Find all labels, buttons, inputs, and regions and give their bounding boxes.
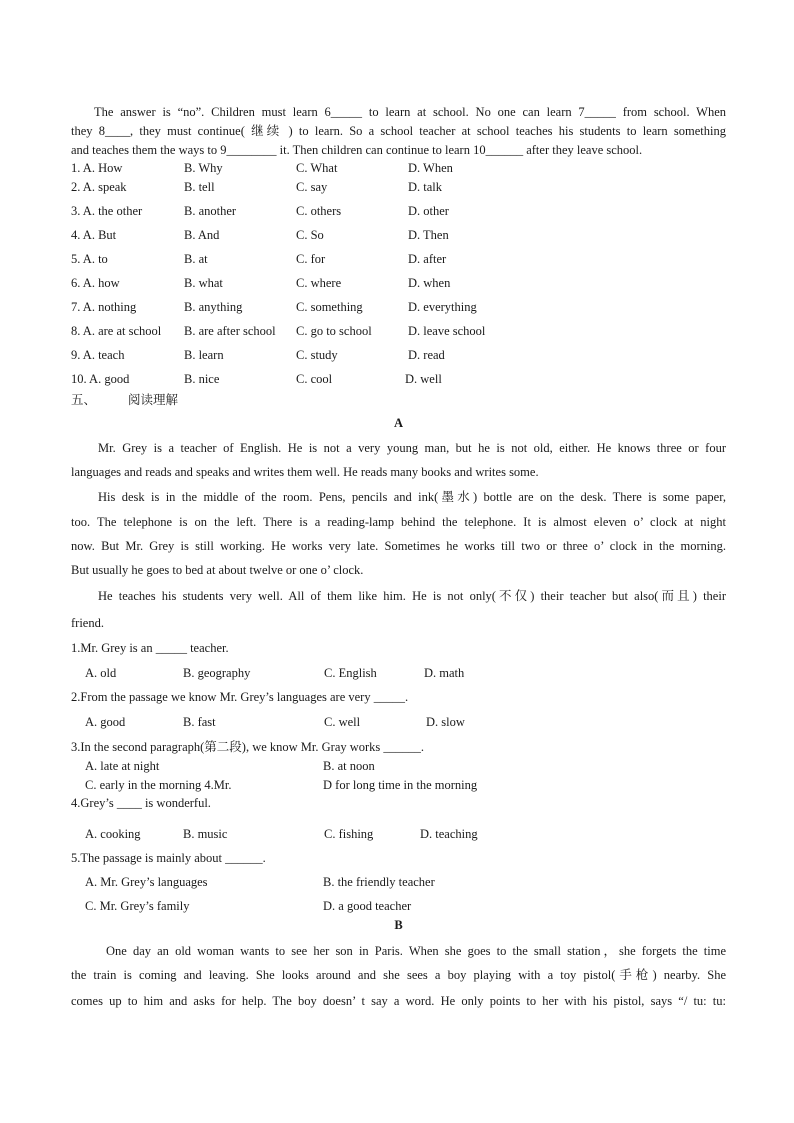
cloze-line-1: The answer is “no”. Children must learn 6_____ to learn at school. No one can learn 7_____ from school. When (94, 105, 726, 119)
option-a: 5. A. to (71, 252, 108, 266)
option-a: 7. A. nothing (71, 300, 137, 314)
option-b: B. at (184, 252, 208, 266)
option-a: 6. A. how (71, 276, 120, 290)
passage-b-label: B (394, 918, 403, 932)
option-a: 9. A. teach (71, 348, 125, 362)
option-a: A. old (85, 666, 117, 680)
option-d: D. teaching (420, 827, 478, 841)
passage-a-line: languages and reads and speaks and writes them well. He reads many books and writes some. (71, 465, 539, 479)
option-b: B. another (184, 204, 237, 218)
section-title: 阅读理解 (128, 393, 179, 407)
question-stem: 1.Mr. Grey is an _____ teacher. (71, 641, 229, 655)
option-a: 10. A. good (71, 372, 130, 386)
option-d: D. read (408, 348, 445, 362)
option-c: C. well (324, 715, 361, 729)
option-a: 1. A. How (71, 161, 123, 175)
option-b: B. what (184, 276, 223, 290)
option-a: A. cooking (85, 827, 141, 841)
passage-a-line: He teaches his students very well. All of them like him. He is not only(不仅) their teacher but also(而且) their (98, 589, 726, 603)
option-d: D. when (408, 276, 451, 290)
passage-a-line: His desk is in the middle of the room. Pens, pencils and ink(墨水) bottle are on the desk. There is some paper, (98, 490, 726, 504)
option-a: 3. A. the other (71, 204, 143, 218)
question-stem: 2.From the passage we know Mr. Grey’s languages are very _____. (71, 690, 409, 704)
option-d: D. other (408, 204, 449, 218)
passage-a-line: friend. (71, 616, 104, 630)
option-c: C. So (296, 228, 324, 242)
option-d: D. Then (408, 228, 449, 242)
option-a: 8. A. are at school (71, 324, 162, 338)
option-b: B. Why (184, 161, 223, 175)
option-a: 4. A. But (71, 228, 117, 242)
option-c: C. something (296, 300, 363, 314)
option-d: D. When (408, 161, 453, 175)
option-b: B. fast (183, 715, 216, 729)
option-b: B. tell (184, 180, 215, 194)
option-c: C. early in the morning 4.Mr. (85, 778, 232, 792)
passage-a-label: A (393, 416, 404, 430)
cloze-line-2: they 8____, they must continue( 继续 ) to learn. So a school teacher at school teaches his students to learn something (71, 124, 726, 138)
passage-b-line: the train is coming and leaving. She looks around and she sees a boy playing with a toy pistol(手枪) nearby. She (71, 968, 726, 982)
option-c: C. What (296, 161, 338, 175)
option-c: C. fishing (324, 827, 374, 841)
passage-a-line: Mr. Grey is a teacher of English. He is not a very young man, but he is not old, either. He knows three or four (98, 441, 726, 455)
option-d: D. well (405, 372, 442, 386)
option-b: B. geography (183, 666, 251, 680)
option-a: A. Mr. Grey’s languages (85, 875, 208, 889)
option-b: B. the friendly teacher (323, 875, 435, 889)
option-c: C. say (296, 180, 328, 194)
option-a: A. late at night (85, 759, 160, 773)
option-b: B. anything (184, 300, 243, 314)
option-d: D. after (408, 252, 447, 266)
passage-b-line: comes up to him and asks for help. The boy doesn’ t say a word. He only points to her with his pistol, says “/ tu: tu: (71, 994, 726, 1008)
option-d: D. talk (408, 180, 443, 194)
section-number: 五、 (71, 393, 97, 407)
cloze-line-3: and teaches them the ways to 9________ it. Then children can continue to learn 10______ after they leave school. (71, 143, 643, 157)
option-d: D. math (424, 666, 465, 680)
passage-a-line: now. But Mr. Grey is still working. He works very late. Sometimes he works till two or three o’ clock in the morning. (71, 539, 726, 553)
option-d: D. slow (426, 715, 465, 729)
option-d: D. a good teacher (323, 899, 412, 913)
option-d: D for long time in the morning (323, 778, 478, 792)
option-c: C. Mr. Grey’s family (85, 899, 190, 913)
option-c: C. where (296, 276, 342, 290)
option-b: B. And (184, 228, 220, 242)
passage-a-line: too. The telephone is on the left. There is a reading-lamp behind the telephone. It is almost eleven o’ clock at night (71, 515, 726, 529)
question-stem: 3.In the second paragraph(第二段), we know Mr. Gray works ______. (71, 740, 425, 754)
question-stem: 5.The passage is mainly about ______. (71, 851, 266, 865)
option-c: C. go to school (296, 324, 372, 338)
option-b: B. nice (184, 372, 220, 386)
option-b: B. music (183, 827, 228, 841)
option-c: C. cool (296, 372, 333, 386)
passage-a-line: But usually he goes to bed at about twelve or one o’ clock. (71, 563, 364, 577)
option-c: C. English (324, 666, 377, 680)
option-b: B. at noon (323, 759, 375, 773)
passage-b-line: One day an old woman wants to see her son in Paris. When she goes to the small station，she forgets the time (106, 944, 726, 958)
option-a: A. good (85, 715, 126, 729)
option-b: B. are after school (184, 324, 276, 338)
option-c: C. others (296, 204, 342, 218)
option-d: D. leave school (408, 324, 486, 338)
option-c: C. for (296, 252, 326, 266)
question-stem: 4.Grey’s ____ is wonderful. (71, 796, 211, 810)
option-a: 2. A. speak (71, 180, 127, 194)
option-b: B. learn (184, 348, 224, 362)
option-d: D. everything (408, 300, 477, 314)
option-c: C. study (296, 348, 338, 362)
